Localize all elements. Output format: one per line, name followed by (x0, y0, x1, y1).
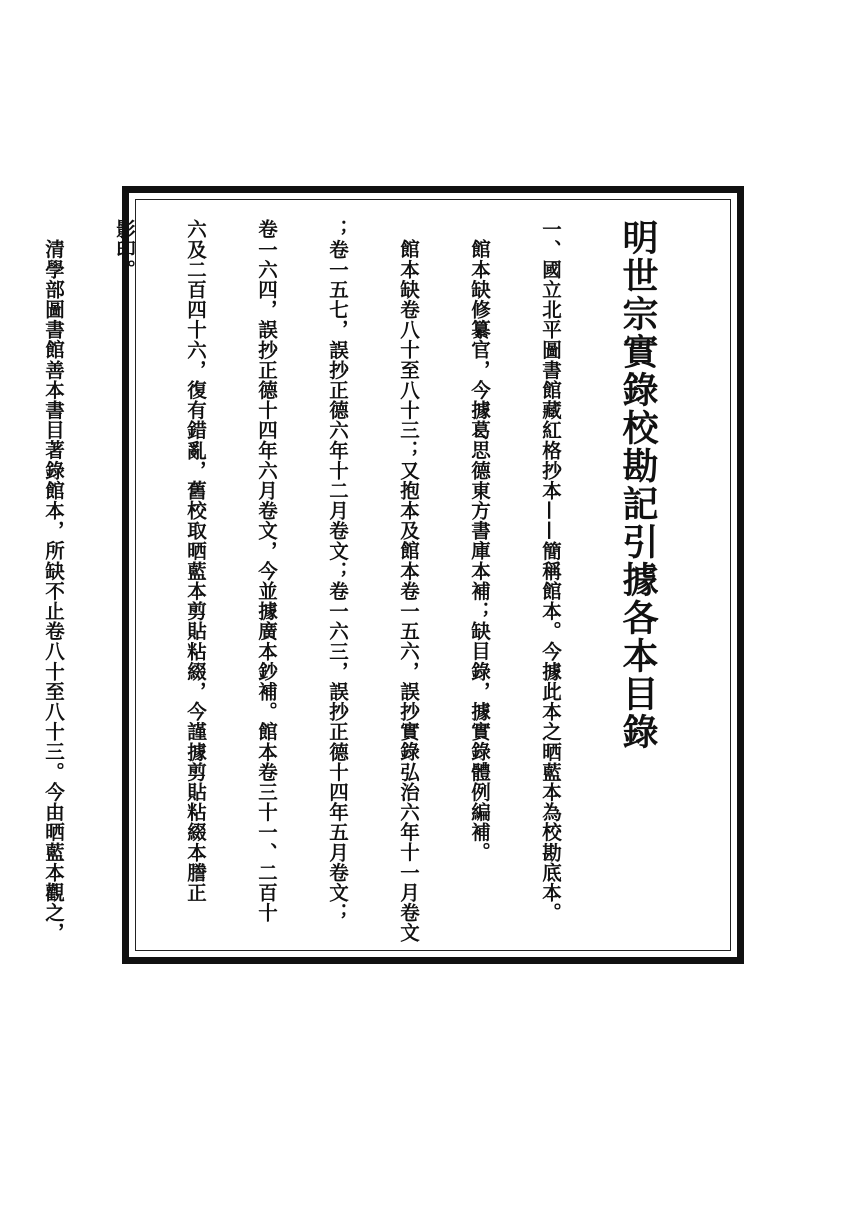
text-line: 館本缺卷八十至八十三；又抱本及館本卷一五六，誤抄實錄弘治六年十一月卷文 (397, 239, 420, 943)
page-border (42, 186, 744, 964)
text-line: 清學部圖書館善本書目著錄館本，所缺不止卷八十至八十三。今由晒藍本觀之， (42, 239, 65, 943)
text-line: 館本缺修纂官，今據葛思德東方書庫本補；缺目錄，據實錄體例編補。 (468, 239, 491, 863)
text-line: 六及二百四十六，復有錯亂，舊校取晒藍本剪貼粘綴，今謹據剪貼粘綴本謄正 (184, 219, 207, 903)
document-title: 明世宗實錄校勘記引據各本目錄 (617, 219, 659, 751)
text-line: ；卷一五七，誤抄正德六年十二月卷文；卷一六三，誤抄正德十四年五月卷文； (326, 219, 349, 923)
text-line: 卷一六四，誤抄正德十四年六月卷文，今並據廣本鈔補。館本卷三十一、二百十 (255, 219, 278, 923)
text-line: 影印。 (113, 219, 136, 280)
text-line: 一、國立北平圖書館藏紅格抄本——簡稱館本。今據此本之晒藍本為校勘底本。 (539, 219, 562, 923)
document-body (0, 219, 697, 943)
